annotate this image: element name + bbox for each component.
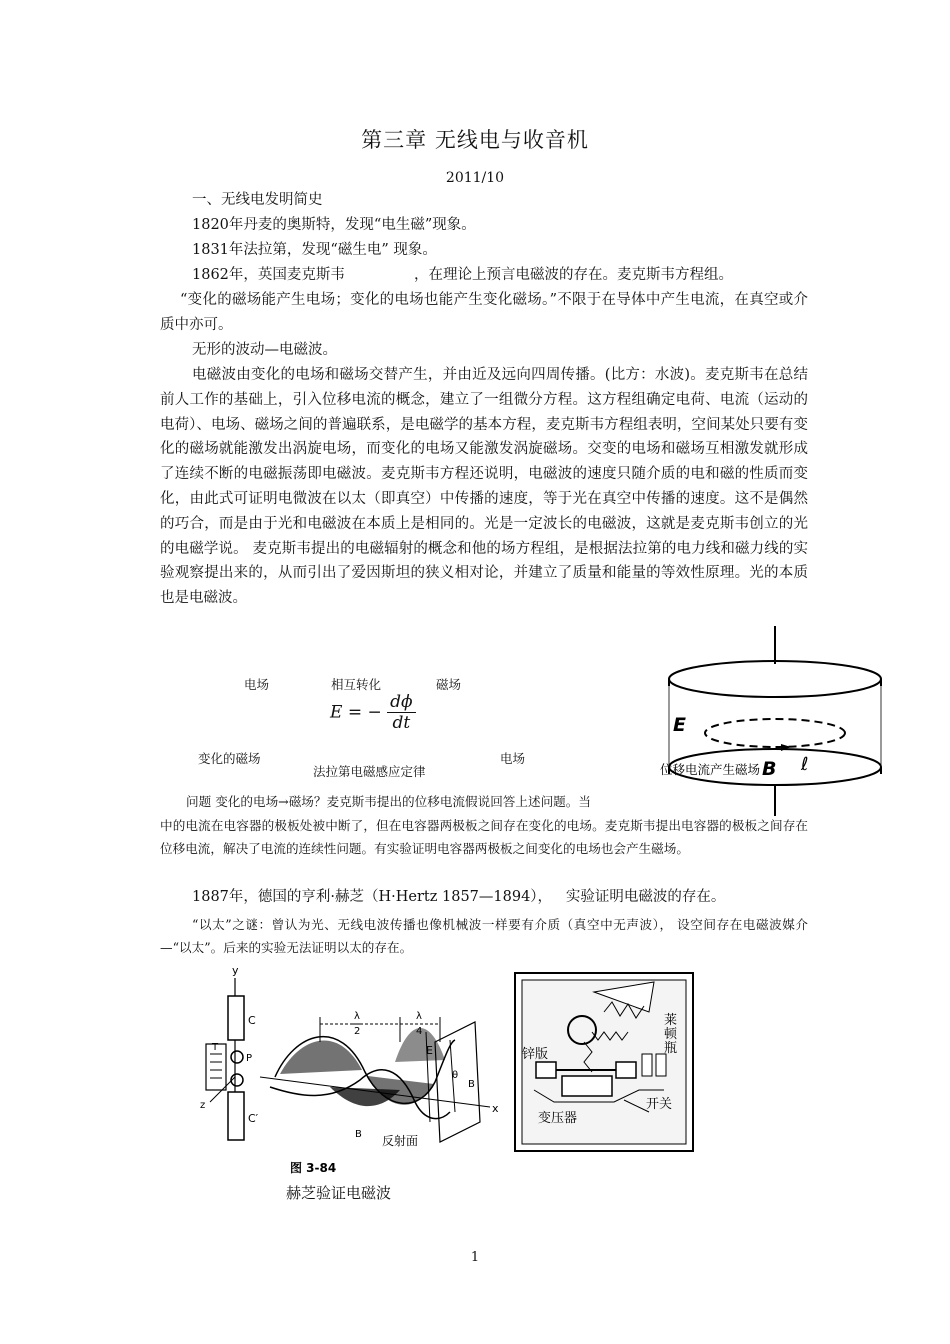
fig-y-label: y — [232, 964, 239, 977]
equation-denominator: dt — [392, 713, 411, 733]
fig-E-label: E — [426, 1044, 433, 1057]
maxwell-quote: “变化的磁场能产生电场；变化的电场也能产生变化磁场。”不限于在导体中产生电流，在真空或介质中亦可。 — [160, 292, 808, 333]
mutual-conversion-label: 相互转化 — [331, 677, 382, 692]
fig-C-label: C — [248, 1014, 256, 1027]
equation-numerator: dϕ — [387, 692, 415, 713]
hertz-wave-figure — [190, 962, 510, 1177]
fig-B1-label: B — [355, 1129, 362, 1140]
question-paragraph: 中的电流在电容器的极板处被中断了，但在电容器两极板之间存在变化的电场。麦克斯韦提出电容器的极板之间存在位移电流，解决了电流的连续性问题。有实验证明电容器两极板之间变化的电场也会产生磁场。 — [160, 818, 808, 856]
hertz-figure-caption: 赫芝验证电磁波 — [286, 1184, 392, 1202]
fig-z-label: z — [200, 1100, 206, 1111]
leyden-label-3: 瓶 — [664, 1041, 678, 1056]
figure-number: 图 3-84 — [290, 1161, 337, 1175]
fig-x-label: x — [492, 1102, 499, 1115]
leyden-label-2: 顿 — [664, 1027, 678, 1042]
antenna-plate-bottom — [228, 1092, 244, 1140]
hertz-line: 1887年，德国的亨利·赫芝（H·Hertz 1857—1894）， 实验证明电磁波的存在。 — [192, 889, 726, 905]
capacitor-l-label: ℓ — [801, 754, 809, 775]
leyden-label-1: 莱 — [664, 1013, 678, 1028]
history-line: 1820年丹麦的奥斯特，发现“电生磁”现象。 — [192, 217, 476, 233]
fig-C2-label: C′ — [248, 1112, 259, 1125]
zinc-plate-label: 锌版 — [522, 1047, 549, 1062]
equation-lhs: E = − — [330, 702, 382, 723]
equation-fraction — [387, 692, 415, 733]
wave-line: 无形的波动—电磁波。 — [192, 342, 337, 358]
transformer-box — [562, 1076, 612, 1096]
leyden-jar-2 — [656, 1054, 666, 1076]
faraday-law-label: 法拉第电磁感应定律 — [313, 764, 426, 779]
question-line: 问题 变化的电场→磁场？麦克斯韦提出的位移电流假说回答上述问题。当 — [186, 794, 591, 809]
antenna-plate-top — [228, 996, 244, 1040]
fig-B2-label: B — [468, 1079, 475, 1090]
displacement-current-caption: 位移电流产生磁场 — [660, 762, 761, 777]
capacitor-B-label: B — [762, 758, 777, 780]
hertz-apparatus-figure — [514, 972, 694, 1152]
page-title: 第三章 无线电与收音机 — [361, 128, 589, 152]
zinc-plate-right — [616, 1062, 636, 1078]
date: 2011/10 — [445, 170, 505, 186]
lambda-quarter-top: λ — [416, 1011, 422, 1022]
lambda-half-bottom: 2 — [354, 1026, 361, 1037]
spark-gap-bottom — [231, 1074, 243, 1086]
changing-magnetic-label: 变化的磁场 — [198, 751, 261, 766]
magnetic-loop — [705, 719, 845, 747]
electric-field-label: 电场 — [244, 677, 270, 692]
section-heading: 一、无线电发明简史 — [192, 192, 323, 208]
transformer-label: 变压器 — [538, 1111, 578, 1126]
electric-field-label-2: 电场 — [500, 751, 526, 766]
leyden-jar-1 — [642, 1054, 652, 1076]
ether-paragraph: “以太”之谜：曾认为光、无线电波传播也像机械波一样要有介质（真空中无声波）， 设空间存在电磁波媒介—“以太”。后来的实验无法证明以太的存在。 — [160, 917, 808, 955]
capacitor-plate-top — [669, 661, 881, 697]
page-number: 1 — [470, 1250, 480, 1265]
capacitor-diagram — [655, 622, 925, 820]
spark-gap-top — [231, 1051, 243, 1063]
switch-label: 开关 — [646, 1097, 673, 1112]
main-paragraph: 电磁波由变化的电场和磁场交替产生，并由近及远向四周传播。(比方：水波)。麦克斯韦在总结前人工作的基础上，引入位移电流的概念，建立了一组微分方程。这方程组确定电荷、电流（运动的电荷）、电场、磁场之间的普遍联系，是电磁学的基本方程，麦克斯韦方程组表明，空间某处只要有变化的磁场就能激发出涡旋电场，而变化的电场又能激发涡旋磁场。交变的电场和磁场互相激发就形成了连续不断的电磁振荡即电磁波。麦克斯韦方程还说明，电磁波的速度只随介质的电和磁的性质而变化，由此式可证明电微波在以太（即真空）中传播的速度，等于光在真空中传播的速度。这不是偶然的巧合，而是由于光和电磁波在本质上是相同的。光是一定波长的电磁波，这就是麦克斯韦创立的光的电磁学说。 麦克斯韦提出的电磁辐射的概念和他的场方程组，是根据法拉第的电力线和磁力线的实验观察提出来的，从而引出了爱因斯坦的狭义相对论，并建立了质量和能量的等效性原理。光的本质也是电磁波。 — [160, 367, 808, 607]
history-line: 1862年，英国麦克斯韦 ，在理论上预言电磁波的存在。麦克斯韦方程组。 — [192, 267, 734, 283]
magnetic-field-label: 磁场 — [436, 677, 462, 692]
reflector-label: 反射面 — [382, 1134, 419, 1148]
zinc-plate-left — [536, 1062, 556, 1078]
fig-theta-label: θ — [452, 1070, 459, 1081]
fig-P-label: P — [246, 1053, 253, 1064]
lambda-quarter-bottom: 4 — [416, 1026, 423, 1037]
capacitor-E-label: E — [673, 714, 686, 736]
lambda-half-top: λ — [354, 1011, 360, 1022]
fig-T-label: T — [212, 1042, 219, 1053]
faraday-equation — [330, 692, 416, 733]
history-line: 1831年法拉第，发现“磁生电” 现象。 — [192, 242, 437, 258]
